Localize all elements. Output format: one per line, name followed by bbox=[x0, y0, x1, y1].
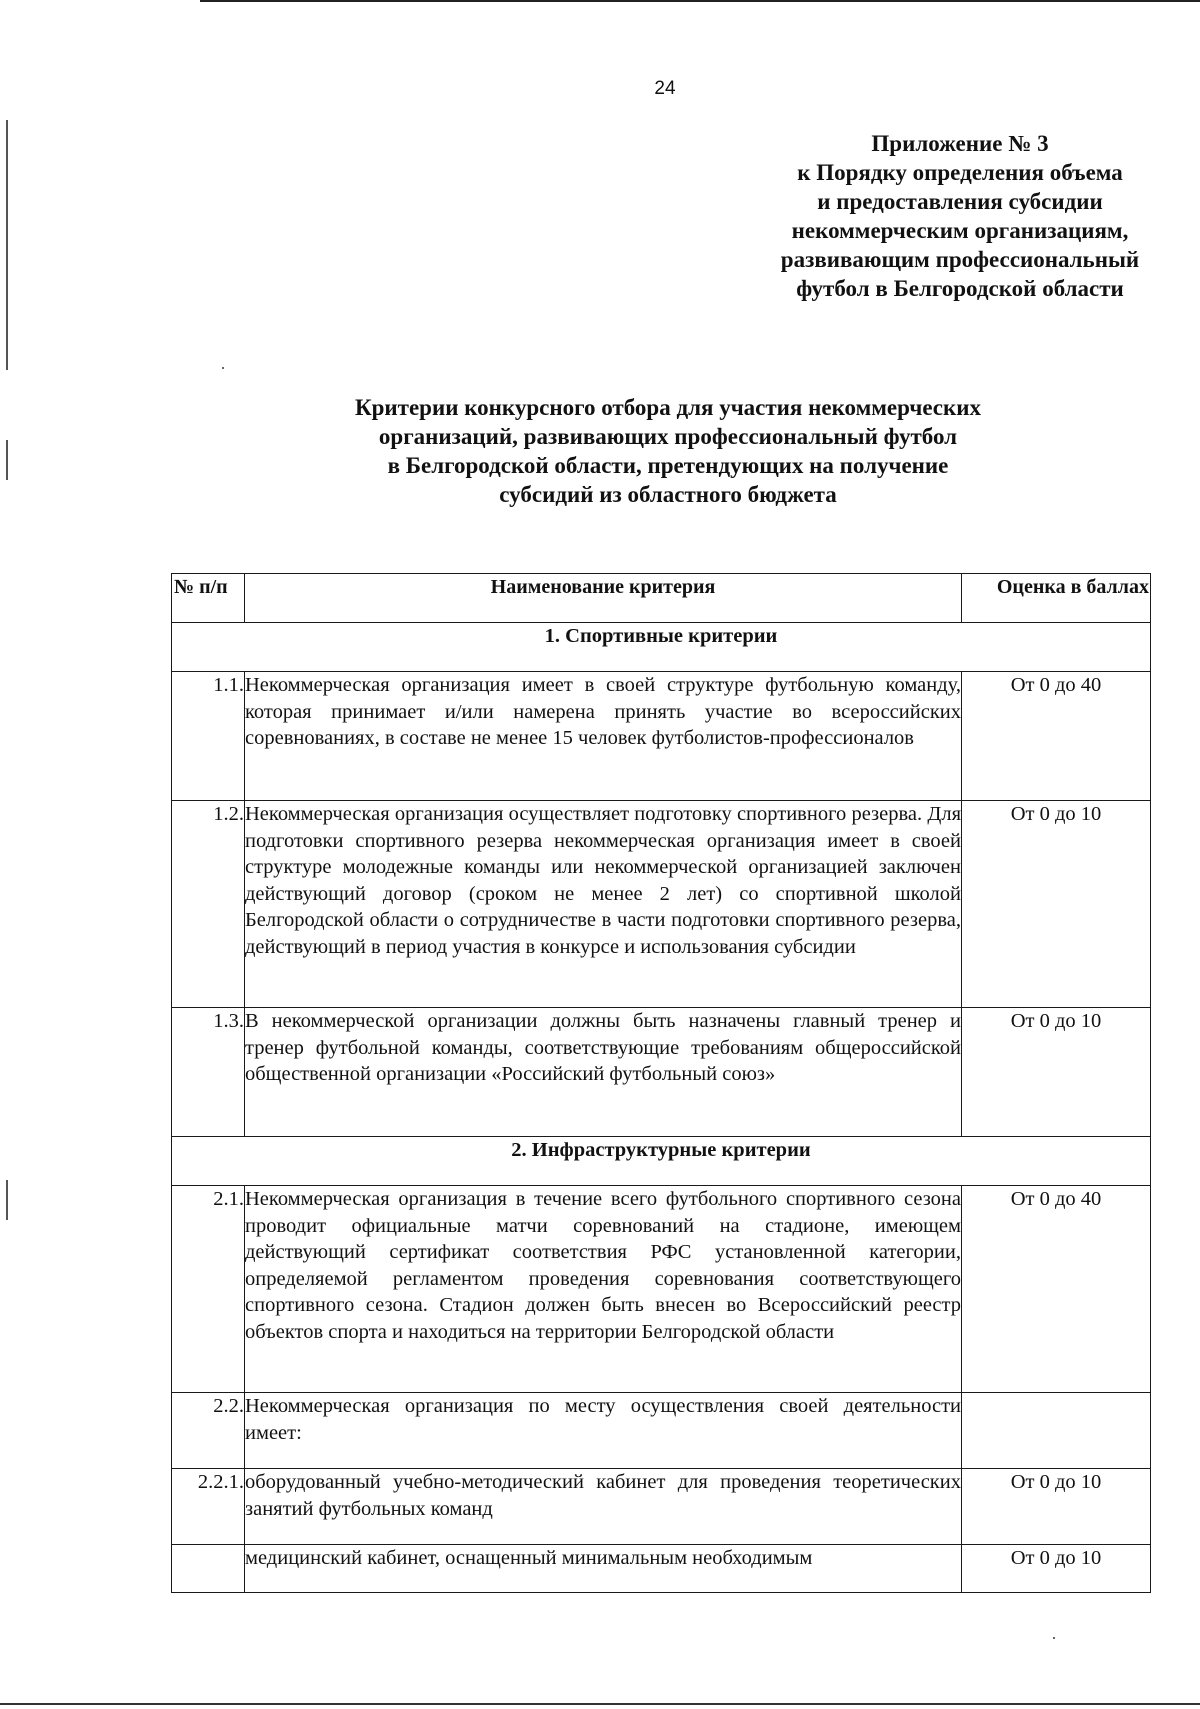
title-line: в Белгородской области, претендующих на получение bbox=[387, 453, 949, 478]
row-number: 1.2. bbox=[172, 801, 245, 1008]
table-row bbox=[172, 1545, 1151, 1593]
section-title: 2. Инфраструктурные критерии bbox=[172, 1137, 1151, 1186]
appendix-line: Приложение № 3 bbox=[871, 131, 1049, 156]
section-row bbox=[172, 623, 1151, 672]
table-row bbox=[172, 1393, 1151, 1469]
appendix-line: к Порядку определения объема bbox=[797, 160, 1123, 185]
appendix-line: и предоставления субсидии bbox=[817, 189, 1103, 214]
score-range: От 0 до 10 bbox=[962, 801, 1151, 1008]
criterion-text: оборудованный учебно-методический кабинет для проведения теоретических занятий футбольных команд bbox=[245, 1469, 962, 1545]
row-number: 2.2.1. bbox=[172, 1469, 245, 1545]
appendix-line: развивающим профессиональный bbox=[780, 247, 1140, 272]
scan-edge-line bbox=[200, 0, 1200, 2]
score-range: От 0 до 40 bbox=[962, 672, 1151, 801]
table-row bbox=[172, 801, 1151, 1008]
criterion-text: Некоммерческая организация в течение всего футбольного спортивного сезона проводит официальные матчи соревнований на стадионе, имеющем действующий сертификат соответствия РФС установленной категории, определяемой регламентом проведения соревнования соответствующего спортивного сезона. Стадион должен быть внесен во Всероссийский реестр объектов спорта и находиться на территории Белгородской области bbox=[245, 1186, 962, 1393]
table-row bbox=[172, 1469, 1151, 1545]
score-range: От 0 до 10 bbox=[962, 1545, 1151, 1593]
title-line: Критерии конкурсного отбора для участия некоммерческих bbox=[354, 395, 982, 420]
table-header-row bbox=[172, 574, 1151, 623]
scan-edge-mark bbox=[6, 440, 8, 480]
row-number: 1.3. bbox=[172, 1008, 245, 1137]
table-row bbox=[172, 672, 1151, 801]
table-row bbox=[172, 1186, 1151, 1393]
section-row bbox=[172, 1137, 1151, 1186]
table-row bbox=[172, 1008, 1151, 1137]
page-number: 24 bbox=[654, 78, 676, 99]
scan-speck bbox=[222, 367, 224, 369]
header-score: Оценка в баллах bbox=[962, 574, 1151, 623]
criterion-text: Некоммерческая организация осуществляет подготовку спортивного резерва. Для подготовки спортивного резерва некоммерческая организация имеет в своей структуре молодежные команды или некоммерческой организацией заключен действующий договор (сроком не менее 2 лет) со спортивной школой Белгородской области о сотрудничестве в части подготовки спортивного резерва, действующий в период участия в конкурсе и использования субсидии bbox=[245, 801, 962, 1008]
title-line: организаций, развивающих профессиональный футбол bbox=[378, 424, 958, 449]
scan-edge-mark bbox=[6, 1180, 8, 1220]
header-number: № п/п bbox=[172, 574, 245, 623]
appendix-reference bbox=[700, 129, 1200, 303]
score-range: От 0 до 10 bbox=[962, 1008, 1151, 1137]
row-number: 2.1. bbox=[172, 1186, 245, 1393]
scan-edge-mark bbox=[6, 120, 8, 370]
criterion-text: медицинский кабинет, оснащенный минимальным необходимым bbox=[245, 1545, 962, 1593]
document-title bbox=[168, 393, 1168, 509]
appendix-line: футбол в Белгородской области bbox=[796, 276, 1124, 301]
appendix-line: некоммерческим организациям, bbox=[791, 218, 1129, 243]
criterion-text: В некоммерческой организации должны быть назначены главный тренер и тренер футбольной команды, соответствующие требованиям общероссийской общественной организации «Российский футбольный союз» bbox=[245, 1008, 962, 1137]
score-range: От 0 до 10 bbox=[962, 1469, 1151, 1545]
header-criterion-name: Наименование критерия bbox=[245, 574, 962, 623]
section-title: 1. Спортивные критерии bbox=[172, 623, 1151, 672]
criterion-text: Некоммерческая организация имеет в своей структуре футбольную команду, которая принимает и/или намерена принять участие во всероссийских соревнованиях, в составе не менее 15 человек футболистов-профессионалов bbox=[245, 672, 962, 801]
scan-edge-line bbox=[0, 1703, 1200, 1705]
row-number bbox=[172, 1545, 245, 1593]
score-range: От 0 до 40 bbox=[962, 1186, 1151, 1393]
row-number: 1.1. bbox=[172, 672, 245, 801]
scan-speck bbox=[1053, 1637, 1055, 1639]
row-number: 2.2. bbox=[172, 1393, 245, 1469]
criteria-table bbox=[171, 573, 1151, 1593]
title-line: субсидий из областного бюджета bbox=[499, 482, 837, 507]
criterion-text: Некоммерческая организация по месту осуществления своей деятельности имеет: bbox=[245, 1393, 962, 1469]
score-range bbox=[962, 1393, 1151, 1469]
